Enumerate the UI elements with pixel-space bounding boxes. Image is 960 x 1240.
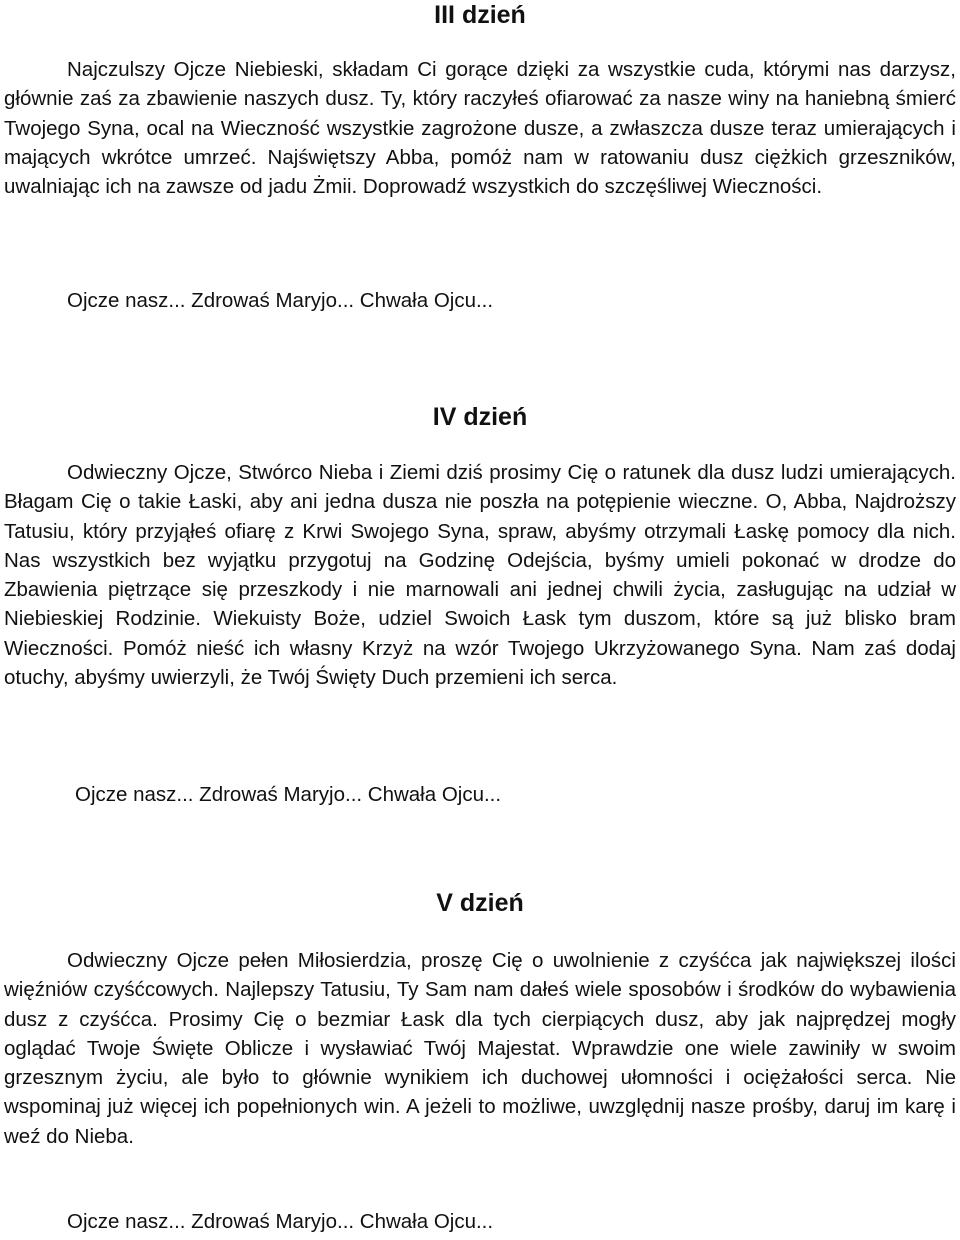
section-title-day-3: III dzień xyxy=(434,1,526,29)
prayer-line-day-4: Ojcze nasz... Zdrowaś Maryjo... Chwała Ojcu... xyxy=(75,783,502,806)
section-title-day-5: V dzień xyxy=(436,889,524,917)
section-paragraph-day-5: Odwieczny Ojcze pełen Miłosierdzia, proszę Cię o uwolnienie z czyśćca jak największej ilości więźniów czyśćcowych. Najlepszy Tatusiu, Ty Sam nam dałeś wiele sposobów i środków do wybawienia dusz z czyśćca. Prosimy Cię o bezmiar Łask dla tych cierpiących dusz, aby jak najprędzej mogły oglądać Twoje Święte Oblicze i wysławiać Twój Majestat. Wprawdzie one wiele zawiniły w swoim grzesznym życiu, ale było to głównie wynikiem ich duchowej ułomności i ociężałości serca. Nie wspominaj już więcej ich popełnionych win. A jeżeli to możliwe, uwzględnij nasze prośby, daruj im karę i weź do Nieba. xyxy=(4,949,956,1148)
prayer-line-day-5: Ojcze nasz... Zdrowaś Maryjo... Chwała Ojcu... xyxy=(67,1210,494,1233)
section-paragraph-day-4: Odwieczny Ojcze, Stwórco Nieba i Ziemi dziś prosimy Cię o ratunek dla dusz ludzi umierających. Błagam Cię o takie Łaski, aby ani jedna dusza nie poszła na potępienie wieczne. O, Abba, Najdroższy Tatusiu, który przyjąłeś ofiarę z Krwi Swojego Syna, spraw, abyśmy otrzymali Łaskę pomocy dla nich. Nas wszystkich bez wyjątku przygotuj na Godzinę Odejścia, byśmy umieli pokonać w drodze do Zbawienia piętrzące się przeszkody i nie marnowali ani jednej chwili życia, zasługując na udział w Niebieskiej Rodzinie. Wiekuisty Boże, udziel Swoich Łask tym duszom, które są już blisko bram Wieczności. Pomóż nieść ich własny Krzyż na wzór Twojego Ukrzyżowanego Syna. Nam zaś dodaj otuchy, abyśmy uwierzyli, że Twój Święty Duch przemieni ich serca. xyxy=(4,461,956,690)
prayer-line-day-3: Ojcze nasz... Zdrowaś Maryjo... Chwała Ojcu... xyxy=(67,289,494,312)
section-paragraph-day-3: Najczulszy Ojcze Niebieski, składam Ci gorące dzięki za wszystkie cuda, którymi nas darzysz, głównie zaś za zbawienie naszych dusz. Ty, który raczyłeś ofiarować za nasze winy na haniebną śmierć Twojego Syna, ocal na Wieczność wszystkie zagrożone dusze, a zwłaszcza dusze teraz umierających i mających wkrótce umrzeć. Najświętszy Abba, pomóż nam w ratowaniu dusz ciężkich grzeszników, uwalniając ich na zawsze od jadu Żmii. Doprowadź wszystkich do szczęśliwej Wieczności. xyxy=(4,58,956,199)
section-title-day-4: IV dzień xyxy=(432,403,528,431)
